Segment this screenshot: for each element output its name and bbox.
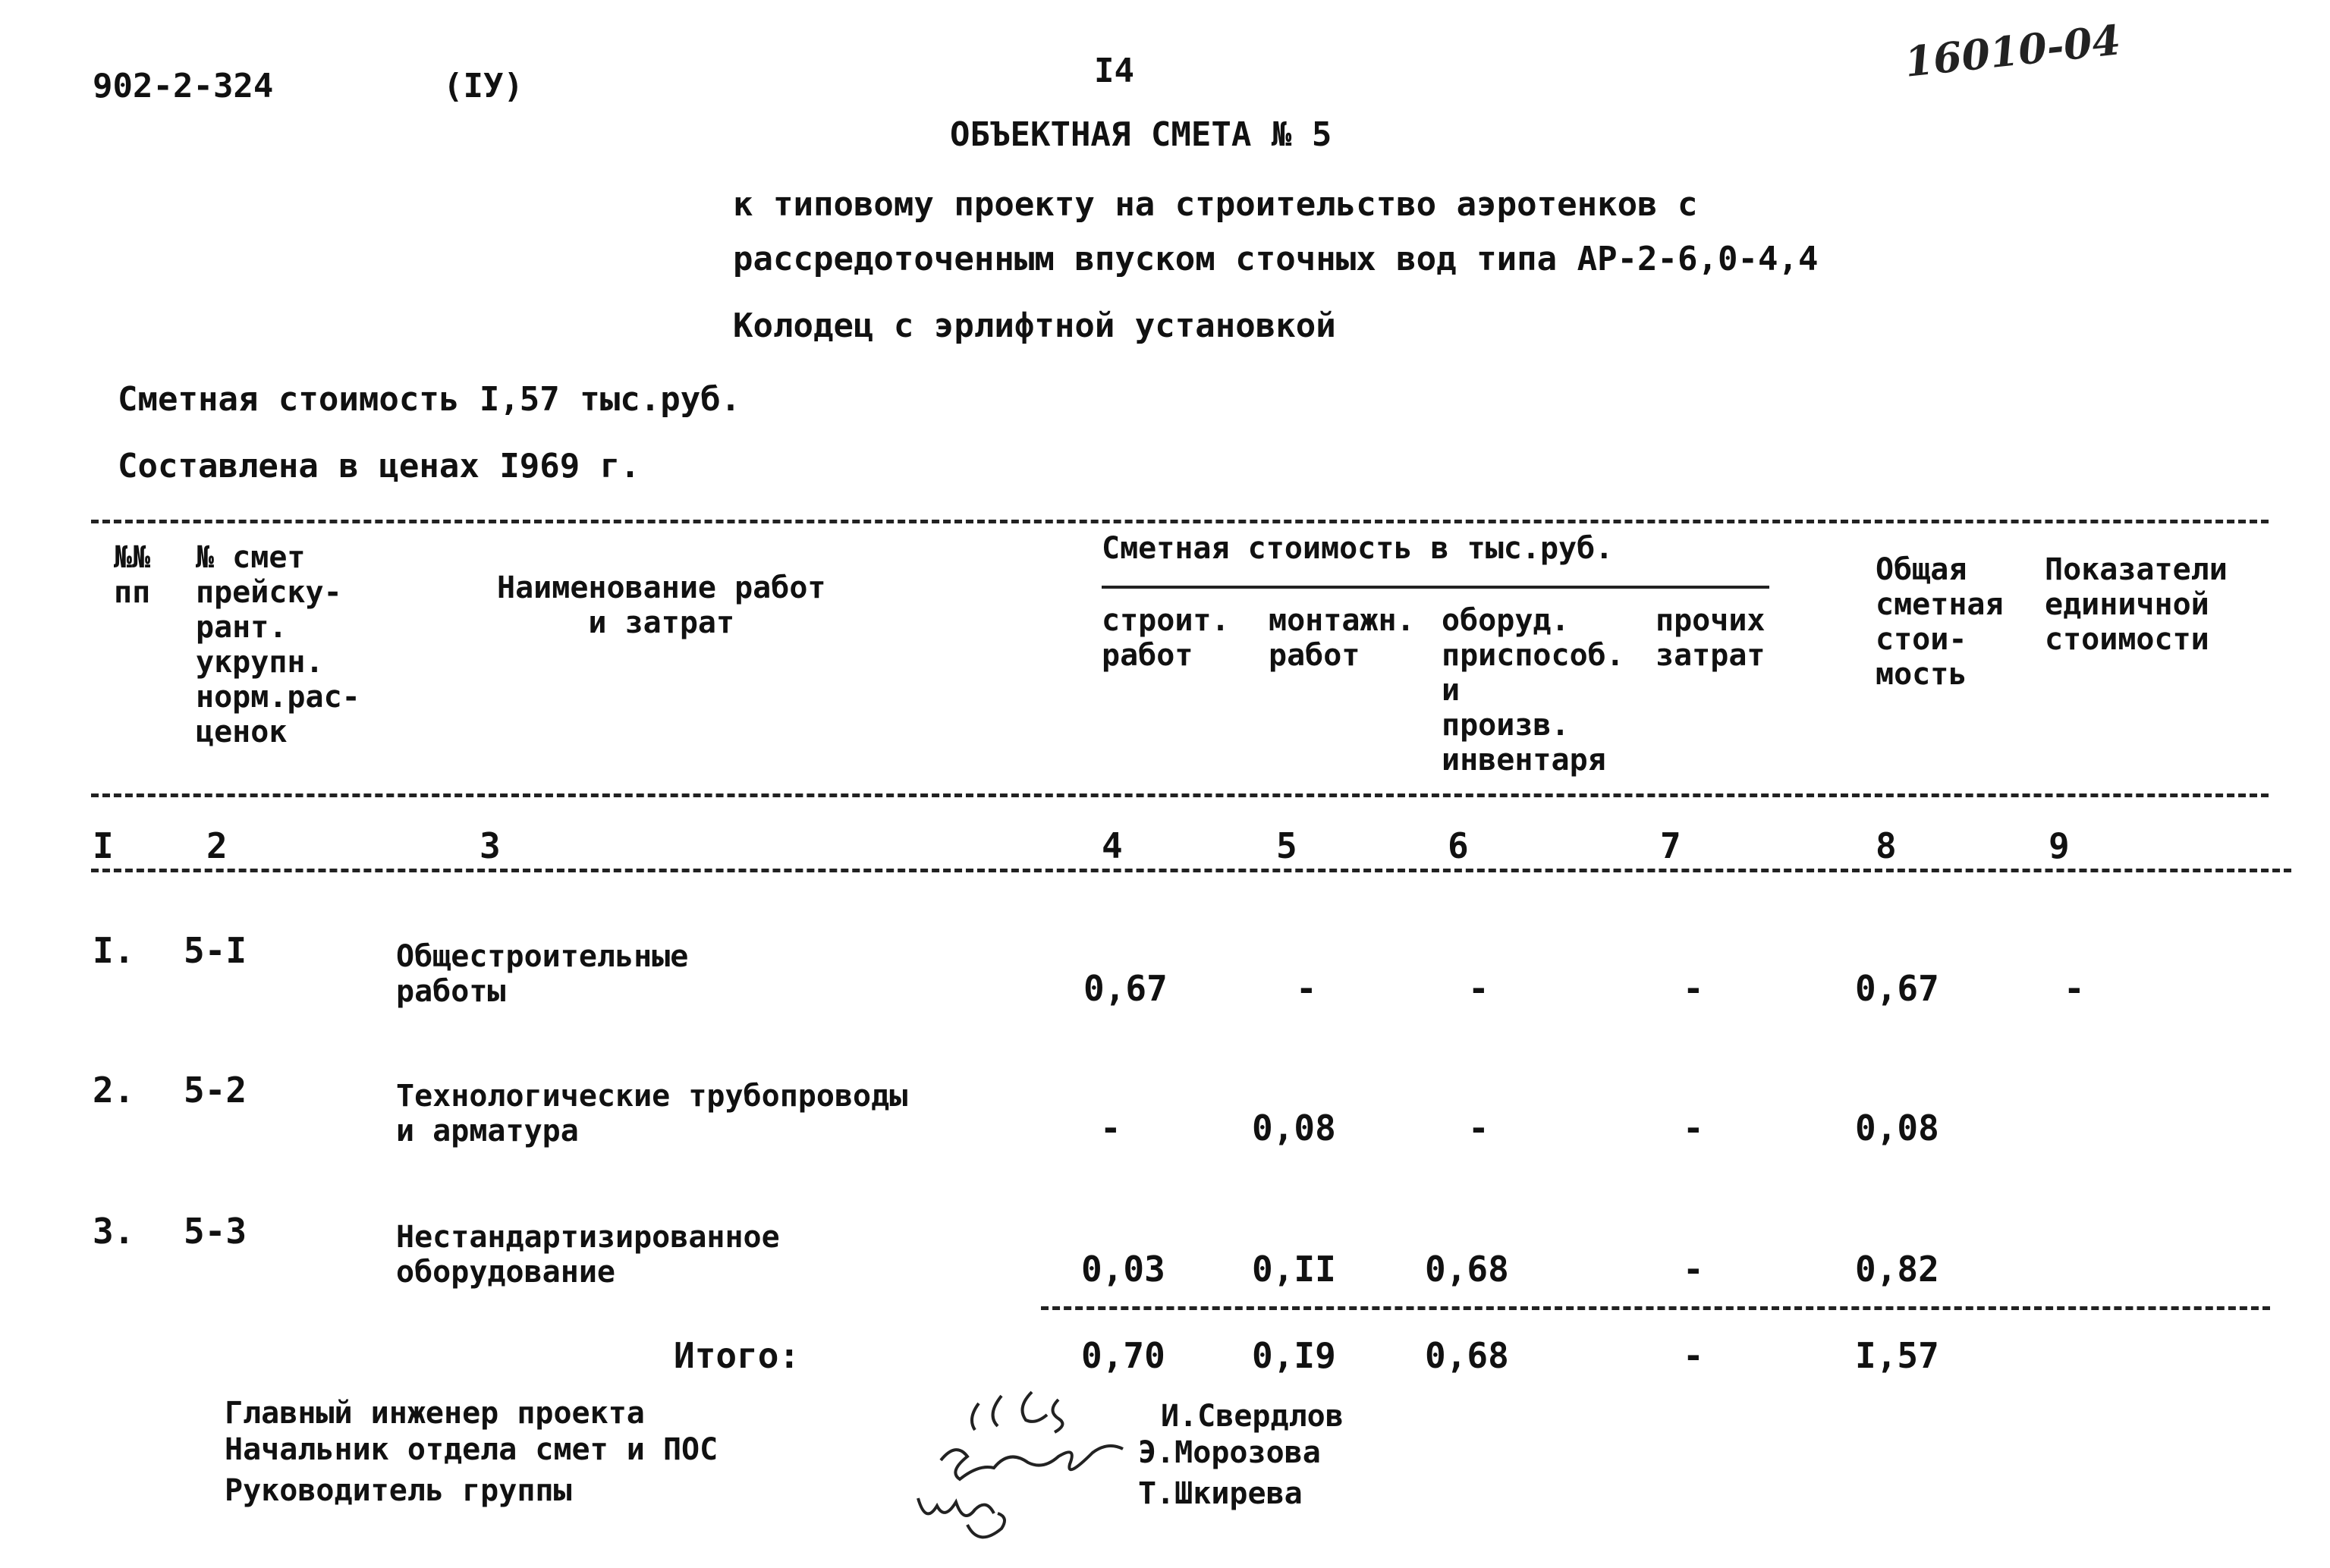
row-1-installation: - <box>1296 968 1317 1009</box>
page-number: I4 <box>1094 52 1134 90</box>
stamp-number: 16010-04 <box>1902 15 2124 86</box>
header-group-rule <box>1102 586 1769 589</box>
header-num: №№ пп <box>114 540 151 610</box>
col-number-1: I <box>93 825 114 866</box>
header-name: Наименование работ и затрат <box>497 570 826 640</box>
row-3-name: Нестандартизированное оборудование <box>396 1220 780 1290</box>
row-2-total: 0,08 <box>1855 1108 1939 1149</box>
signature-role-2: Начальник отдела смет и ПОС <box>225 1432 718 1467</box>
header-total: Общая сметная стои- мость <box>1876 552 2004 692</box>
row-1-code: 5-I <box>184 930 247 971</box>
row-3-total: 0,82 <box>1855 1249 1939 1290</box>
volume-number: (IУ) <box>443 67 524 105</box>
col-number-2: 2 <box>206 825 228 866</box>
signature-role-3: Руководитель группы <box>225 1473 572 1508</box>
totals-construction: 0,70 <box>1081 1335 1165 1376</box>
row-1-unit: - <box>2064 968 2085 1009</box>
col-number-4: 4 <box>1102 825 1123 866</box>
signature-name-3: Т.Шкирева <box>1138 1476 1303 1511</box>
col-number-9: 9 <box>2049 825 2070 866</box>
col-number-3: 3 <box>480 825 501 866</box>
signature-name-1: И.Свердлов <box>1161 1399 1344 1434</box>
document-code: 902-2-324 <box>93 67 274 105</box>
signature-role-1: Главный инженер проекта <box>225 1396 645 1431</box>
row-2-name: Технологические трубопроводы и арматура <box>396 1079 908 1149</box>
row-3-num: 3. <box>93 1211 135 1252</box>
header-code: № смет прейску- рант. укрупн. норм.рас- ценок <box>196 540 360 749</box>
row-3-code: 5-3 <box>184 1211 247 1252</box>
subtitle-line-1: к типовому проекту на строительство аэротенков с <box>733 185 1698 224</box>
row-2-construction: - <box>1100 1108 1121 1149</box>
signature-name-2: Э.Морозова <box>1138 1435 1321 1470</box>
row-3-construction: 0,03 <box>1081 1249 1165 1290</box>
row-1-total: 0,67 <box>1855 968 1939 1009</box>
totals-rule <box>1041 1306 2270 1310</box>
handwritten-signatures <box>895 1373 1168 1548</box>
header-other: прочих затрат <box>1656 603 1766 673</box>
row-2-code: 5-2 <box>184 1070 247 1111</box>
col-number-6: 6 <box>1448 825 1469 866</box>
row-1-other: - <box>1683 968 1704 1009</box>
subtitle-line-2: рассредоточенным впуском сточных вод типа АР-2-6,0-4,4 <box>733 240 1819 278</box>
header-unit-indicators: Показатели единичной стоимости <box>2045 552 2228 657</box>
totals-total: I,57 <box>1855 1335 1939 1376</box>
col-number-8: 8 <box>1876 825 1897 866</box>
row-3-installation: 0,II <box>1252 1249 1336 1290</box>
col-number-rule <box>91 869 2291 872</box>
object-name: Колодец с эрлифтной установкой <box>733 306 1336 345</box>
totals-label: Итого: <box>674 1335 800 1376</box>
row-2-num: 2. <box>93 1070 135 1111</box>
prices-year: Составлена в ценах I969 г. <box>118 447 640 485</box>
header-installation: монтажн. работ <box>1269 603 1415 673</box>
totals-equipment: 0,68 <box>1425 1335 1509 1376</box>
row-2-equipment: - <box>1468 1108 1489 1149</box>
row-3-equipment: 0,68 <box>1425 1249 1509 1290</box>
row-2-installation: 0,08 <box>1252 1108 1336 1149</box>
row-3-other: - <box>1683 1249 1704 1290</box>
row-1-equipment: - <box>1468 968 1489 1009</box>
col-number-7: 7 <box>1660 825 1681 866</box>
header-construction: строит. работ <box>1102 603 1230 673</box>
totals-other: - <box>1683 1335 1704 1376</box>
header-bottom-rule <box>91 793 2269 797</box>
header-cost-group: Сметная стоимость в тыс.руб. <box>1102 531 1614 566</box>
document-title: ОБЪЕКТНАЯ СМЕТА № 5 <box>950 115 1332 154</box>
table-top-rule <box>91 520 2269 523</box>
row-1-construction: 0,67 <box>1083 968 1168 1009</box>
col-number-5: 5 <box>1276 825 1297 866</box>
row-2-other: - <box>1683 1108 1704 1149</box>
row-1-num: I. <box>93 930 135 971</box>
header-equipment: оборуд. приспособ. и произв. инвентаря <box>1442 603 1624 778</box>
totals-installation: 0,I9 <box>1252 1335 1336 1376</box>
estimated-cost: Сметная стоимость I,57 тыс.руб. <box>118 380 741 419</box>
row-1-name: Общестроительные работы <box>396 939 689 1009</box>
